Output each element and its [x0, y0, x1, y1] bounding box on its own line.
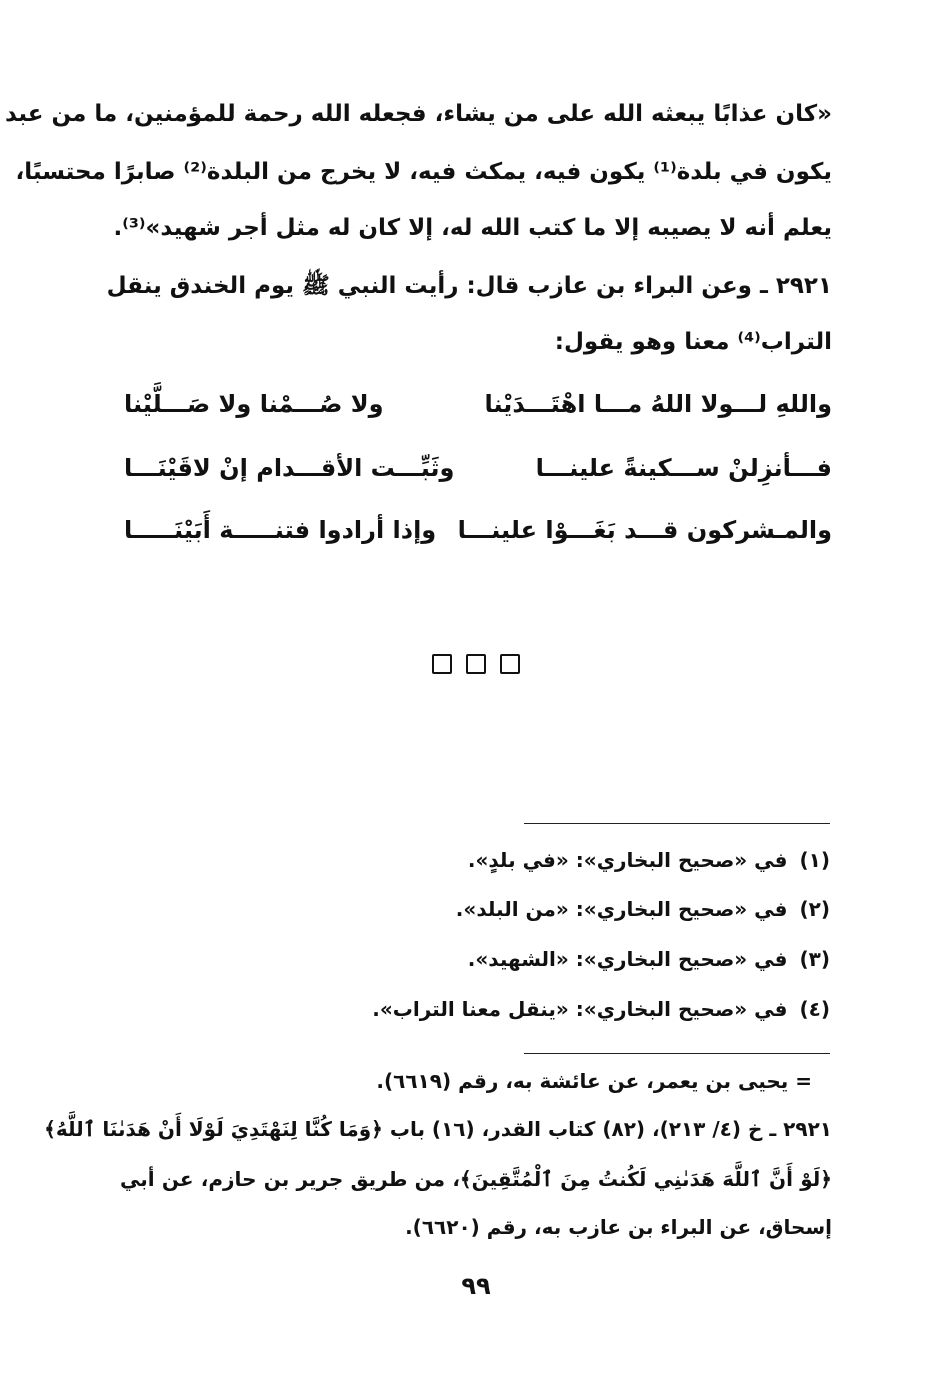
footnote-number: (١)	[799, 848, 830, 872]
page-number: ٩٩	[461, 1272, 491, 1300]
footnote-rule	[524, 823, 830, 824]
poem-verse-second-half: ولا صُـــمْنا ولا صَـــلَّيْنا	[124, 390, 384, 418]
separator-square	[432, 654, 452, 674]
source-line: ﴿لَوْ أَنَّ ٱللَّهَ هَدَىٰنِي لَكُنتُ مِنَ ٱلْمُتَّقِينَ﴾، من طريق جرير بن حازم، عن أبي	[120, 1167, 832, 1191]
poem-verse-first-half: فـــأنزِلنْ ســـكينةً علينـــا	[535, 454, 832, 482]
source-line: ٢٩٢١ ـ خ (٤/ ٢١٣)، (٨٢) كتاب القدر، (١٦) باب ﴿وَمَا كُنَّا لِنَهْتَدِيَ لَوْلَا أَنْ هَدَىٰنَا ٱللَّهُ﴾	[44, 1117, 832, 1141]
footnote-text: في «صحيح البخاري»: «من البلد».	[455, 897, 788, 921]
body-line: يكون في بلدة⁽¹⁾ يكون فيه، يمكث فيه، لا يخرج من البلدة⁽²⁾ صابرًا محتسبًا،	[15, 159, 832, 185]
poem-verse-first-half: واللهِ لـــولا اللهُ مـــا اهْتَـــدَيْنا	[484, 390, 832, 418]
footnote	[468, 846, 830, 874]
body-line: «كان عذابًا يبعثه الله على من يشاء، فجعله الله رحمة للمؤمنين، ما من عبد	[5, 101, 832, 127]
source-rule	[524, 1053, 830, 1054]
poem-verse-first-half: والمـشركون قـــد بَغَـــوْا علينـــا	[457, 516, 832, 544]
footnote-text: في «صحيح البخاري»: «ينقل معنا التراب».	[372, 997, 788, 1021]
footnote-number: (٣)	[799, 947, 830, 971]
section-separator	[0, 654, 952, 674]
footnote	[456, 895, 830, 923]
poem-verse-second-half: وإذا أرادوا فتنـــــة أَبَيْنَـــــا	[124, 516, 437, 544]
poem-verse-second-half: وثَبِّـــت الأقـــدام إنْ لاقَيْنَـــا	[124, 454, 455, 482]
source-continuation: = يحيى بن يعمر، عن عائشة به، رقم (٦٦١٩).	[376, 1069, 812, 1093]
footnote-number: (٤)	[799, 997, 830, 1021]
separator-square	[466, 654, 486, 674]
body-line: يعلم أنه لا يصيبه إلا ما كتب الله له، إلا كان له مثل أجر شهيد»⁽³⁾.	[113, 215, 832, 241]
footnote	[372, 995, 830, 1023]
separator-square	[500, 654, 520, 674]
hadith-2921-heading-line: ٢٩٢١ ـ وعن البراء بن عازب قال: رأيت النبي ﷺ يوم الخندق ينقل	[106, 273, 832, 299]
body-line: التراب⁽⁴⁾ معنا وهو يقول:	[554, 329, 832, 355]
source-line: إسحاق، عن البراء بن عازب به، رقم (٦٦٢٠).	[405, 1215, 832, 1239]
footnote-number: (٢)	[799, 897, 830, 921]
footnote-text: في «صحيح البخاري»: «الشهيد».	[467, 947, 788, 971]
footnote-text: في «صحيح البخاري»: «في بلدٍ».	[467, 848, 788, 872]
footnote	[468, 945, 830, 973]
